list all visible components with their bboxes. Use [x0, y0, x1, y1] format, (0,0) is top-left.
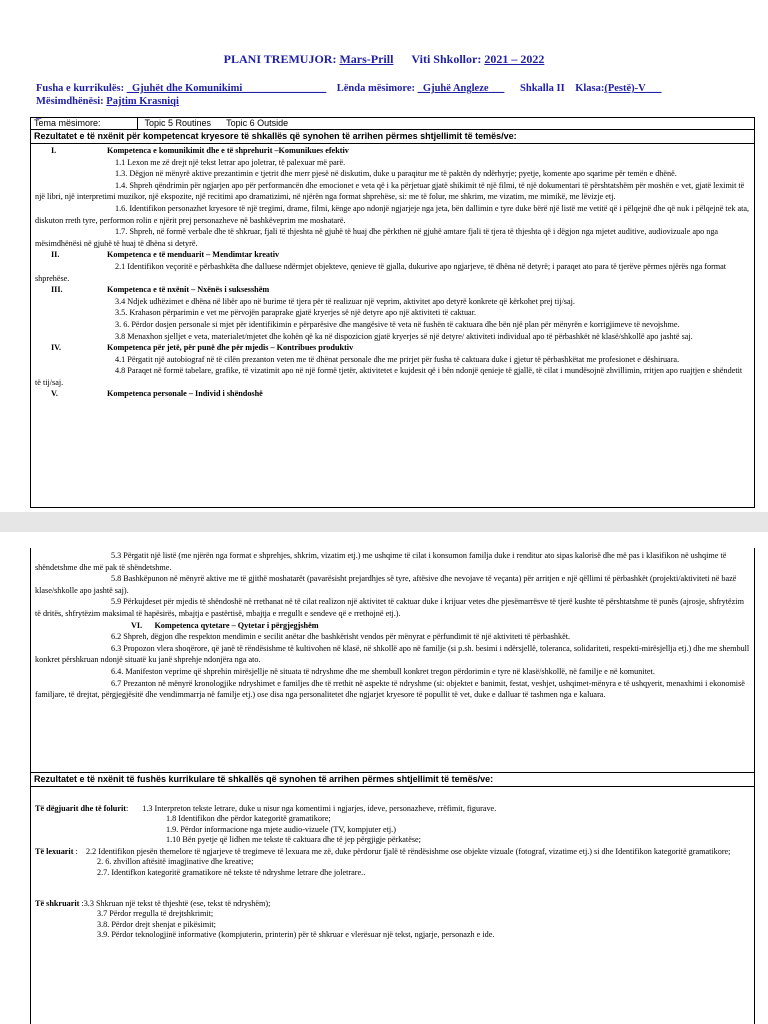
outcome-5-8: 5.8 Bashkëpunon në mënyrë aktive me të gjithë moshatarët (pavarësisht prejardhjes së tyre, aftësive dhe nevojave të veçanta) për arritjen e një qëllimi të përbashkët (projekti/aktiviteti në bazë klase/shkolle apo jashtë saj). — [35, 574, 737, 595]
competences-list-page-1 — [35, 145, 750, 400]
outcome-1-1: 1.1 Lexon me zë drejt një tekst letrar apo joletrar, të palexuar më parë. — [115, 157, 346, 167]
competence-V-heading: V. Kompetenca personale – Individ i shëndoshë — [51, 389, 263, 399]
tema-label: Tema mësimore: — [34, 118, 138, 129]
document-page-2 — [0, 532, 768, 1024]
outcome-l-2-2: 2.2 Identifikon pjesën themelore të ngjarjeve të tregimeve të lexuara me zë, duke përdorur fjalë të rëndësishme ose objekte vizuale (fotograf, vizatime etj.) si dhe Identifikon kategoritë gramatikore; — [85, 847, 731, 856]
outcome-6-4: 6.4. Manifeston veprime që shprehin mirësjellje në situata të ndryshme dhe me shembull konkret tregon përdorimin e tyre në klasë/shkollë, në familje e në komunitet. — [111, 666, 655, 676]
outcome-1-4: 1.4. Shpreh qëndrimin për ngjarjen apo për performancën dhe emocionet e veta që i ka përjetuar gjatë shikimit të një filmi, të një dokumentari të përshtatshëm për moshën e vet, gjatë leximit të një libri, një interpretimi muzikor, një ekspozite, një recitimi apo dramatizimi, në njërën nga format shprehëse, si: me të folur, me shkrim, me vizatim, me mimikë, me lëvizje etj. — [35, 180, 745, 202]
competences-table — [30, 117, 755, 508]
outcome-d-1-10: 1.10 Bën pyetje që lidhen me tekste të caktuara dhe të jep përgjigje përkatëse; — [166, 835, 421, 845]
outcome-3-8: 3.8 Menaxhon sjelljet e veta, materialet/mjetet dhe kohën që ka në dispozicion gjatë kryerjes së një detyre/ aktiviteti individual apo të përbashkët në klasë/shkollë apo jashtë saj. — [115, 331, 693, 341]
klasa-value: (Pestë)-V___ — [604, 83, 662, 94]
meta-line-3: _ — [36, 109, 42, 120]
document-meta — [36, 82, 756, 121]
tema-row — [31, 118, 754, 130]
listening-speaking-block: Të dëgjuarit dhe të folurit: 1.3 Interpreton tekste letrare, duke u nisur nga komentimi i ngjarjes, ideve, personazheve, rrëfimit, figurave. 1.8 Identifikon dhe përdor kategoritë gramatikore; 1.9. Përdor informacione nga mjete audio-vizuele (TV, kompjuter etj.) 1.10 Bën pyetje që lidhen me tekste të caktuara dhe të jep përgjigje përkatëse; — [35, 804, 751, 846]
competence-IV-heading: IV. Kompetenca për jetë, për punë dhe për mjedis – Kontribues produktiv — [51, 343, 354, 353]
klasa-label: Klasa: — [575, 83, 605, 94]
fusha-results-heading: Rezultatet e të nxënit të fushës kurrikulare të shkallës që synohen të arrihen përmes shtjellimit të temës/ve: — [34, 774, 494, 784]
fusha-results-heading-row — [31, 773, 754, 787]
listening-speaking-label: Të dëgjuarit dhe të folurit — [35, 804, 126, 813]
competences-list-page-2 — [35, 550, 750, 701]
writing-label: Të shkruarit — [35, 899, 80, 908]
title-period: Mars-Prill — [339, 52, 394, 66]
lenda-label: Lënda mësimore: — [336, 83, 418, 94]
outcome-3-5: 3.5. Krahason përparimin e vet me përvojën paraprake gjatë kryerjes së një detyre apo një aktiviteti të caktuar. — [115, 308, 477, 318]
lenda-value: _Gjuhë Angleze___ — [417, 83, 505, 94]
rezultatet-row — [31, 130, 754, 144]
meta-line-1 — [36, 82, 756, 95]
document-title — [0, 52, 768, 67]
outcome-1-7: 1.7. Shpreh, në formë verbale dhe të shkruar, fjali të thjeshta në gjuhë të huaj dhe përkthen në gjuhë amtare fjali të tjera të thjeshta që i dëgjon nga mjetet auditive, audiovizuale apo nga mësimdhënësi në gjuhë të huaj të dhëna si detyrë. — [35, 227, 719, 248]
outcome-s-3-3: 3.3 Shkruan një tekst të thjeshtë (ese, tekst të ndryshëm); — [83, 899, 271, 908]
outcome-1-3: 1.3. Dëgjon në mënyrë aktive prezantimin e tjetrit dhe merr pjesë në diskutim, duke u paraqitur me të paktën dy ndërhyrje; pyetje, komente apo sqarime për temën e dhënë. — [115, 169, 677, 179]
title-prefix: PLANI TREMUJOR: — [223, 52, 340, 66]
title-year: 2021 – 2022 — [484, 52, 545, 66]
fusha-results-table — [30, 772, 755, 1024]
outcome-s-3-8: 3.8. Përdor drejt shenjat e pikësimit; — [97, 919, 216, 929]
teacher-value: Pajtim Krasniqi — [106, 96, 179, 107]
fusha-value: _Gjuhët dhe Komunikimi________________ — [126, 83, 327, 94]
rezultatet-heading: Rezultatet e të nxënit për kompetencat kryesore të shkallës që synohen të arrihen përmes shtjellimit të temës/ve: — [34, 131, 517, 141]
outcome-l-2-7: 2.7. Identifkon kategoritë gramatikore në tekste të ndryshme letrare dhe joletrare.. — [97, 867, 366, 877]
outcome-s-3-7: 3.7 Përdor rregulla të drejtshkrimit; — [97, 909, 214, 919]
competences-table-continued — [30, 548, 755, 778]
outcome-3-6: 3. 6. Përdor dosjen personale si mjet për identifikimin e përparësive dhe mangësive të veta në fushën të caktuara dhe bën një plan për mënyrën e korrigjimeve të nevojshme. — [115, 319, 680, 329]
outcome-3-4: 3.4 Ndjek udhëzimet e dhëna në libër apo në burime të tjera për të realizuar një veprim, aktivitet apo detyrë konkrete që kërkohet prej tij/saj. — [115, 296, 575, 306]
outcome-2-1: 2.1 Identifikon veçoritë e përbashkëta dhe dalluese ndërmjet objekteve, qenieve të gjalla, dukurive apo ngjarjeve, të dhëna në detyrë; i paraqet ato para të tjerëve përmes njërës nga format shprehëse. — [35, 261, 727, 283]
competence-VI-heading: VI. Kompetenca qytetare – Qytetar i përgjegjshëm — [131, 620, 319, 630]
outcome-5-9: 5.9 Përkujdeset për mjedis të shëndoshë në rrethanat në të cilat realizon një aktivitet të caktuar duke i krijuar vetes dhe pjesëmarrësve të tjerë kushte të përshtatshme të punës (ajrosje, shfrytëzim të dritës, shfrytëzim maksimal të hapësirës, mbajtja e pastërtisë, mbajtja e rregullt e sendeve që e rrethojnë etj.). — [35, 597, 744, 618]
outcome-4-8: 4.8 Paraqet në formë tabelare, grafike, të vizatimit apo në një formë tjetër, aktivitetet e kujdesit që i bën ndonjë qenieje të gjallë, të cilat i mundësojnë zhvillimin, rritjen apo ruajtjen e shëndetit të tij/saj. — [35, 366, 743, 387]
teacher-label: Mësimdhënësi: — [36, 96, 107, 107]
outcome-d-1-8: 1.8 Identifikon dhe përdor kategoritë gramatikore; — [166, 814, 331, 824]
topic-5-label: Topic 5 Routines — [144, 118, 212, 128]
shkalla-label: Shkalla II — [520, 83, 565, 94]
outcome-d-1-3: 1.3 Interpreton tekste letrare, duke u nisur nga komentimi i ngjarjes, ideve, personazheve, rrëfimit, figurave. — [142, 804, 497, 813]
fusha-label: Fusha e kurrikulës: — [36, 83, 127, 94]
outcome-6-3: 6.3 Propozon vlera shoqërore, që janë të rëndësishme të kultivohen në klasë, në shkollë apo në familje (si p.sh. besimi i ndërsjellë, toleranca, solidariteti, respekti-mirësjellja etj.) dhe me shembull konkret përshkruan ndonjë situatë ku janë shprehje ndonjëra nga ato. — [35, 643, 750, 665]
outcome-4-1: 4.1 Përgatit një autobiograf në të cilën prezanton veten me të dhënat personale dhe me prirjet për fusha të caktuara duke i gjetur të përbashkëtat me profesionet e dëshiruara. — [115, 354, 680, 364]
competence-III-heading: III. Kompetenca e të nxënit – Nxënës i suksesshëm — [51, 285, 270, 295]
outcome-d-1-9: 1.9. Përdor informacione nga mjete audio-vizuele (TV, kompjuter etj.) — [166, 824, 396, 834]
writing-block: Të shkruarit :3.3 Shkruan një tekst të thjeshtë (ese, tekst të ndryshëm); 3.7 Përdor rregulla të drejtshkrimit; 3.8. Përdor drejt shenjat e pikësimit; 3.9. Përdor teknologjinë informative (kompjuterin, printerin) për të shkruar e vlerësuar një tekst, ngjarje, personazh e ide. — [35, 899, 751, 941]
competence-II-heading: II. Kompetenca e të menduarit – Mendimtar kreativ — [51, 250, 280, 260]
reading-block: Të lexuarit : 2.2 Identifikon pjesën themelore të ngjarjeve të tregimeve të lexuara me zë, duke përdorur fjalë të rëndësishme ose objekte vizuale (fotograf, vizatime etj.) si dhe Identifikon kategoritë gramatikore; 2. 6. zhvillon aftësitë imagjinative dhe kreative; 2.7. Identifkon kategoritë gramatikore në tekste të ndryshme letrare dhe joletrare.. — [35, 847, 751, 878]
competence-I-heading: I. Kompetenca e komunikimit dhe e të shprehurit –Komunikues efektiv — [51, 146, 349, 155]
outcome-1-6: 1.6. Identifikon personazhet kryesore të një tregimi, drame, filmi, kënge apo ndonjë ngjarjeje nga jeta, bën dallimin e tyre duke bërë një listë me vetitë që i pëlqejnë dhe që nuk i pëlqejnë tek ata, diskuton rreth tyre, performon rolin e njërit prej personazheve në bashkëveprim me moshatarë. — [35, 203, 750, 225]
reading-label: Të lexuarit — [35, 847, 74, 856]
outcome-l-2-6: 2. 6. zhvillon aftësitë imagjinative dhe kreative; — [97, 857, 254, 867]
meta-line-2 — [36, 95, 756, 108]
topic-6-label: Topic 6 Outside — [226, 118, 289, 128]
outcome-5-3: 5.3 Përgatit një listë (me njërën nga format e shprehjes, shkrim, vizatim etj.) me ushqime të cilat i konsumon familja duke i renditur ato sipas kalorisë dhe më pas i klasifikon në ushqime të shëndetshme dhe më pak të shëndetshme. — [35, 551, 727, 572]
outcome-s-3-9: 3.9. Përdor teknologjinë informative (kompjuterin, printerin) për të shkruar e vlerësuar një tekst, ngjarje, personazh e ide. — [97, 930, 495, 940]
outcome-6-2: 6.2 Shpreh, dëgjon dhe respekton mendimin e secilit anëtar dhe bashkërisht vendos për mënyrat e përfundimit të një aktiviteti të përbashkët. — [111, 632, 571, 642]
title-year-label: Viti Shkollor: — [411, 52, 485, 66]
outcome-6-7: 6.7 Prezanton në mënyrë kronologjike ndryshimet e familjes dhe të rrethit në aspekte të ndryshme (si: objektet e banimit, festat, veshjet, ushqimet-mënyra e të ushqyerit, menaxhimi i ekonomisë familjare, të drejtat, përgjegjësitë dhe vendimmarrja në familje etj.) ose disa nga personalitetet dhe ngjarjet kryesore të popullit të vet, duke e dalluar të tashmen nga e kaluara. — [35, 678, 745, 700]
